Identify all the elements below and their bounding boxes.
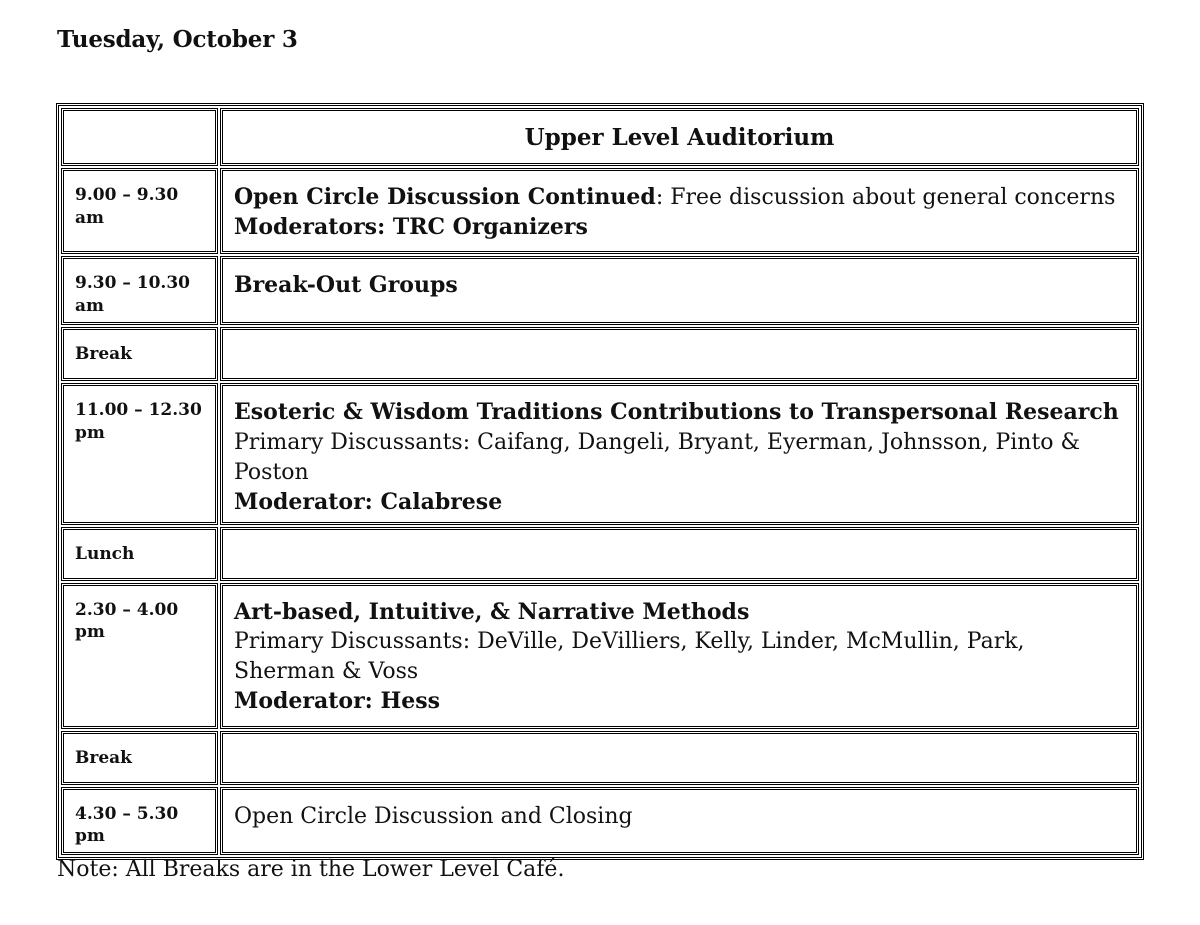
event-cell (220, 583, 1139, 729)
event-cell-empty (220, 327, 1139, 381)
time-cell: Break (61, 327, 218, 381)
table-row (61, 787, 1139, 856)
event-title: Break-Out Groups (234, 272, 458, 298)
event-moderator: Moderators: TRC Organizers (234, 213, 588, 240)
header-time-cell (61, 108, 218, 166)
event-discussants: Primary Discussants: Caifang, Dangeli, Bryant, Eyerman, Johnsson, Pinto & Poston (234, 429, 1081, 485)
event-title: Art-based, Intuitive, & Narrative Methods (234, 598, 750, 625)
event-cell (220, 168, 1139, 254)
time-cell: Lunch (61, 527, 218, 581)
table-row (61, 256, 1139, 325)
schedule-table (56, 103, 1144, 860)
time-cell: 9.00 – 9.30 am (61, 168, 218, 254)
table-row (61, 327, 1139, 381)
event-description: : Free discussion about general concerns (655, 185, 1116, 210)
event-moderator: Moderator: Hess (234, 688, 441, 715)
table-row (61, 527, 1139, 581)
event-plain: Open Circle Discussion and Closing (234, 803, 633, 829)
page-title: Tuesday, October 3 (57, 26, 298, 53)
table-row (61, 731, 1139, 785)
time-cell: 11.00 – 12.30 pm (61, 383, 218, 525)
event-moderator: Moderator: Calabrese (234, 488, 503, 515)
time-cell: Break (61, 731, 218, 785)
table-row (61, 383, 1139, 525)
header-location-cell: Upper Level Auditorium (220, 108, 1139, 166)
event-title-line (234, 183, 1126, 213)
event-title: Open Circle Discussion Continued (234, 184, 656, 210)
time-cell: 4.30 – 5.30 pm (61, 787, 218, 856)
time-cell: 9.30 – 10.30 am (61, 256, 218, 325)
event-discussants: Primary Discussants: DeVille, DeVilliers, Kelly, Linder, McMullin, Park, Sherman & Voss (234, 629, 1025, 685)
table-row (61, 583, 1139, 729)
event-cell (220, 256, 1139, 325)
time-cell: 2.30 – 4.00 pm (61, 583, 218, 729)
footnote: Note: All Breaks are in the Lower Level Café. (57, 857, 565, 882)
event-cell (220, 383, 1139, 525)
event-cell (220, 787, 1139, 856)
table-header-row (61, 108, 1139, 166)
table-row (61, 168, 1139, 254)
event-cell-empty (220, 527, 1139, 581)
event-cell-empty (220, 731, 1139, 785)
event-title: Esoteric & Wisdom Traditions Contributions to Transpersonal Research (234, 398, 1119, 425)
